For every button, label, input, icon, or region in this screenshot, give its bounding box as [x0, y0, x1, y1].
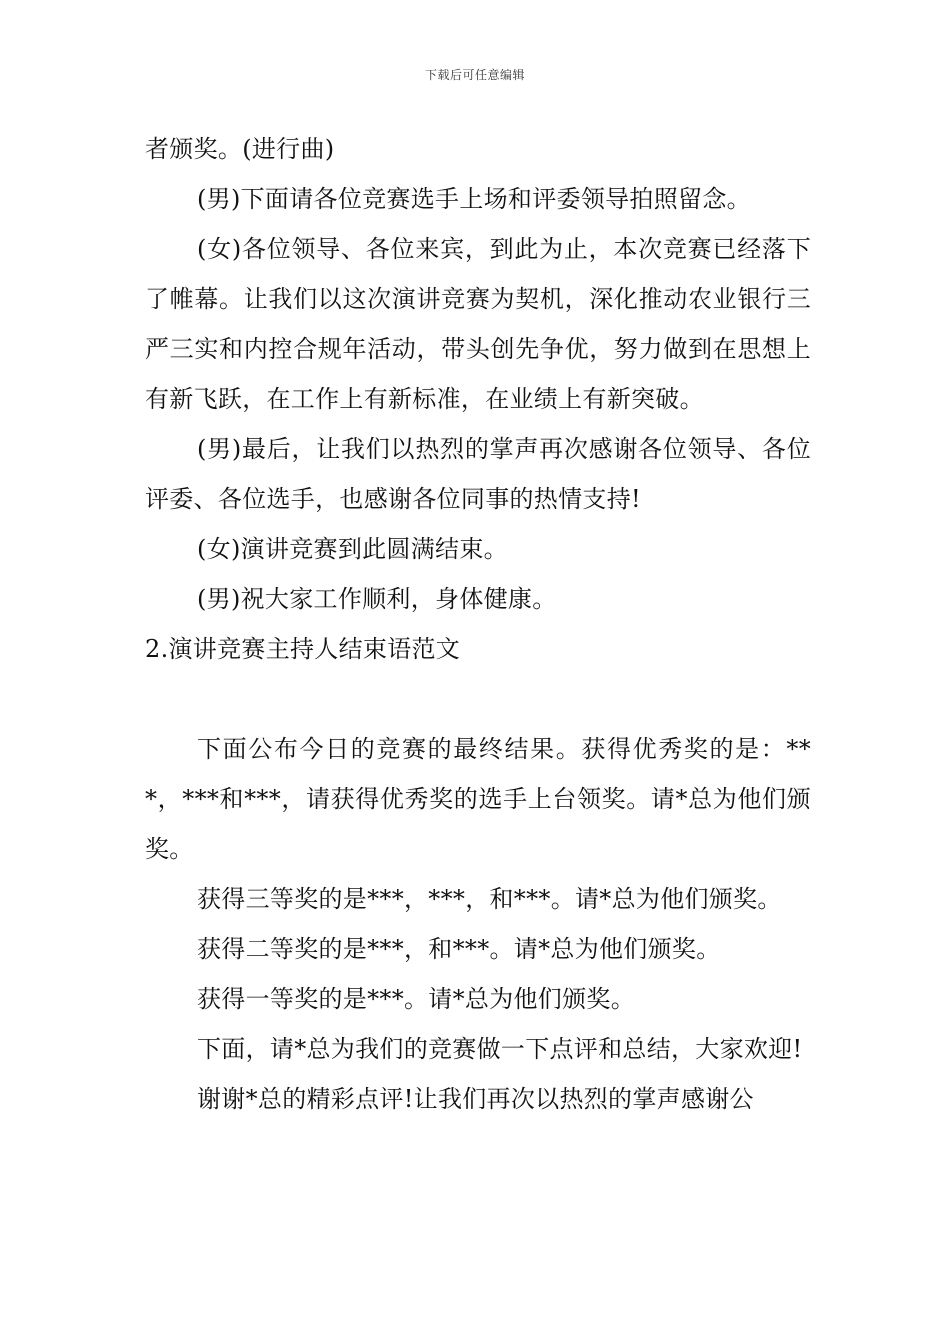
paragraph-first-prize: 获得一等奖的是***。请*总为他们颁奖。	[197, 985, 635, 1013]
paragraph-thanks-review: 谢谢*总的精彩点评!让我们再次以热烈的掌声感谢公	[197, 1085, 754, 1113]
paragraph-third-prize: 获得三等奖的是***，***，和***。请*总为他们颁奖。	[197, 885, 782, 913]
paragraph-award-march: 者颁奖。(进行曲)	[145, 135, 335, 163]
section-heading: 2.演讲竞赛主持人结束语范文	[145, 635, 461, 663]
paragraph-male-thanks: (男)最后，让我们以热烈的掌声再次感谢各位领导、各位评委、各位选手，也感谢各位同事的热情支持!	[145, 435, 811, 513]
paragraph-female-end: (女)演讲竞赛到此圆满结束。	[197, 535, 508, 563]
paragraph-male-wishes: (男)祝大家工作顺利，身体健康。	[197, 585, 557, 613]
page-header-note: 下载后可任意编辑	[424, 68, 525, 82]
paragraph-review: 下面，请*总为我们的竞赛做一下点评和总结，大家欢迎!	[197, 1035, 803, 1063]
paragraph-male-photo: (男)下面请各位竞赛选手上场和评委领导拍照留念。	[197, 185, 751, 213]
section-spacer	[145, 674, 811, 724]
paragraph-female-closing: (女)各位领导、各位来宾，到此为止，本次竞赛已经落下了帷幕。让我们以这次演讲竞赛为契机，深化推动农业银行三严三实和内控合规年活动，带头创先争优，努力做到在思想上有新飞跃，在工作上有新标准，在业绩上有新突破。	[145, 235, 811, 413]
document-body	[145, 124, 811, 1124]
paragraph-second-prize: 获得二等奖的是***，和***。请*总为他们颁奖。	[197, 935, 721, 963]
paragraph-results-excellence: 下面公布今日的竞赛的最终结果。获得优秀奖的是：***，***和***，请获得优秀奖的选手上台领奖。请*总为他们颁奖。	[145, 735, 811, 863]
